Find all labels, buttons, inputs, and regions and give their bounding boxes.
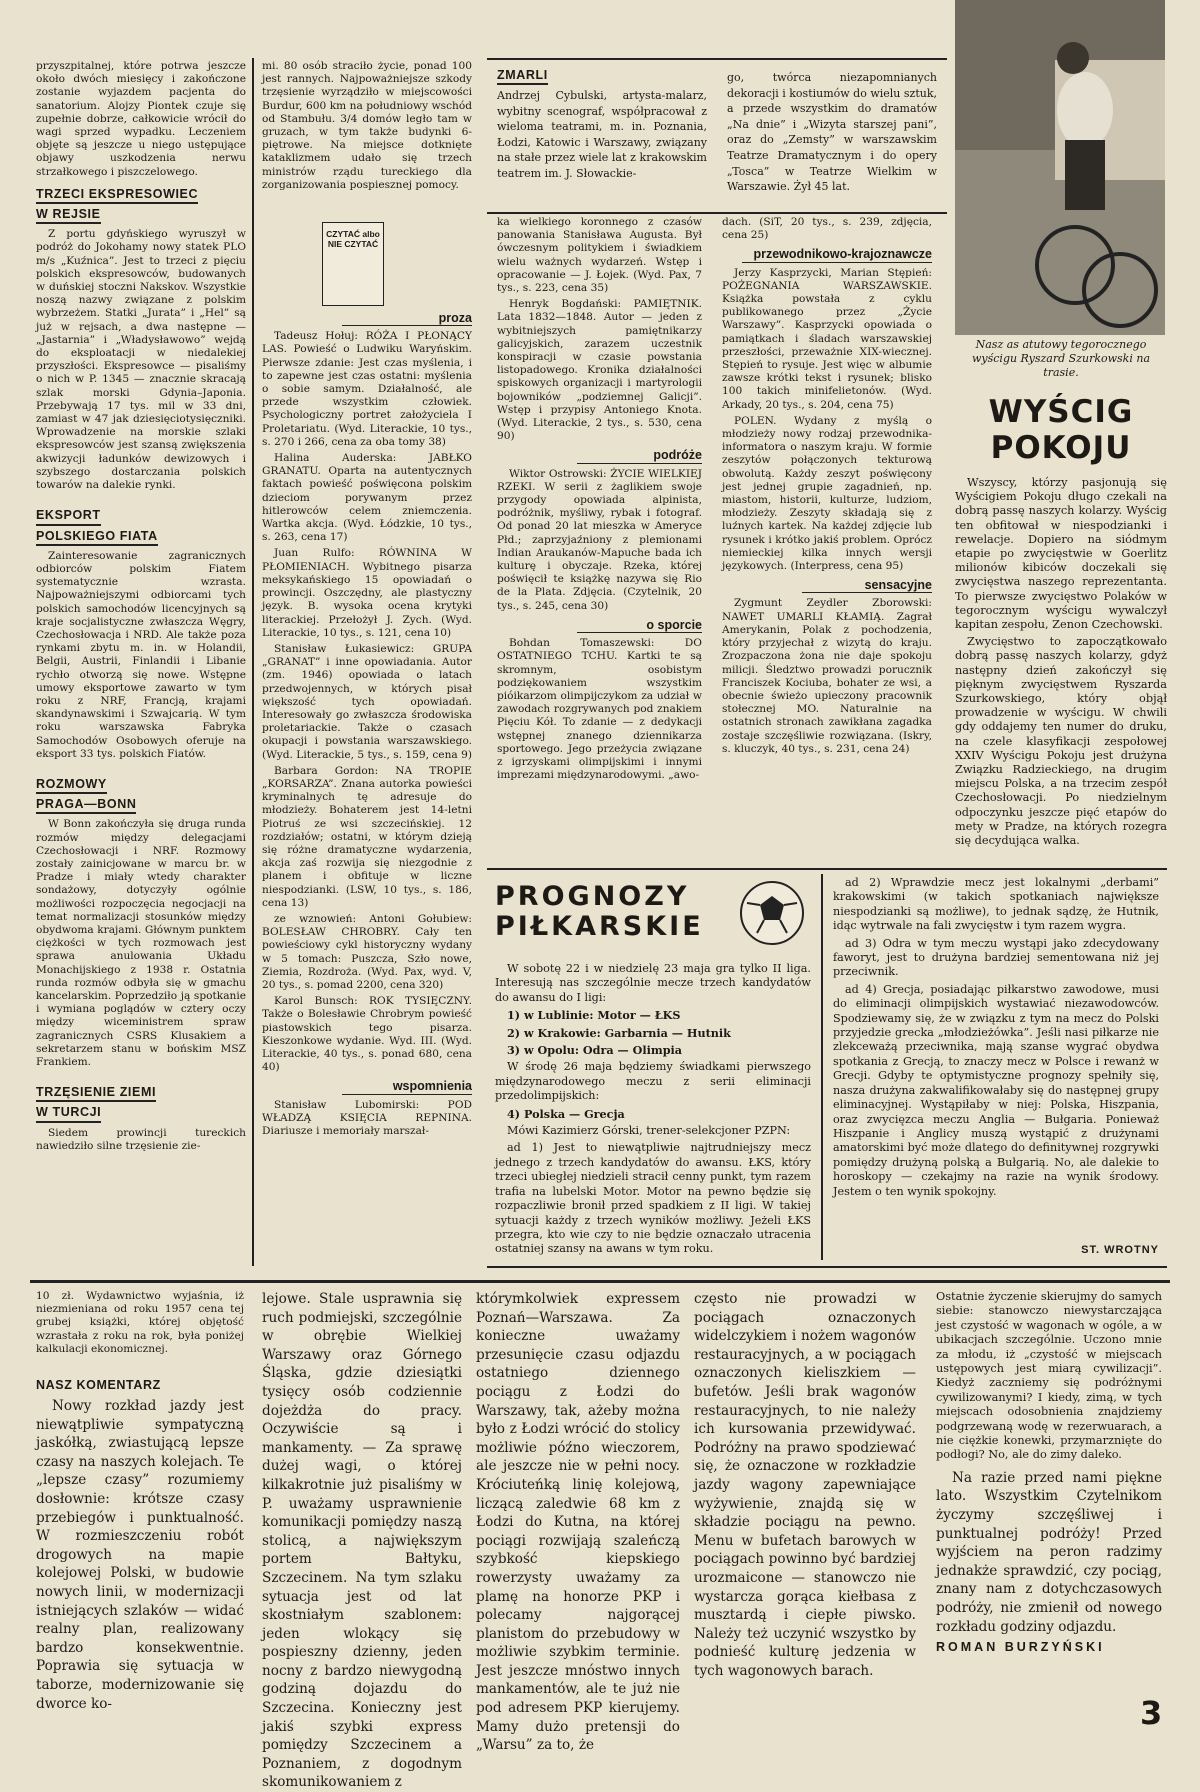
article-subheading: W REJSIE: [36, 208, 101, 224]
section-divider: [30, 1280, 1170, 1283]
komentarz-heading: NASZ KOMENTARZ: [36, 1378, 161, 1393]
football-icon: [737, 878, 807, 948]
match-item: 1) w Lublinie: Motor — ŁKS: [507, 1008, 681, 1023]
komentarz-text: [36, 1397, 244, 1713]
article-body: W Bonn zakończyła się druga runda rozmów między delegacjami Czechosłowacji i NRF. Rozmowy zostały zainicjowane w marcu br. w Pradze i miały wtedy charakter sondażowy, dotyczyły ogólnie możliwości rozpoczęcia negocjacji na temat normalizacji stosunków między obydwoma krajami. Głównym punktem ciężkości w tych rozmowach jest sprawa anulowania Układu Monachijskiego z 1938 r. Ostatnia runda rozmów odbyła się w gmachu kancelarskim. Poprzedziło ją spotkanie i wymiana poglądów w cztery oczy między wiceministrem spraw zagranicznych CSRS Klusakiem a sekretarzem stanu w bońskim MSZ Frankiem.: [36, 818, 246, 1069]
komentarz-paragraph: lejowe. Stale usprawnia się ruch podmiejski, szczególnie w obrębie Wielkiej Warszawy oraz Górnego Śląska, gdzie dziesiątki tysięcy osób codziennie dojeżdża do pracy. Oczywiście są i mankamenty. — Za sprawę dużej wagi, o której kilkakrotnie już pisaliśmy w P. uważamy usprawnienie komunikacji pomiędzy naszą stolicą, a największym portem Bałtyku, Szczecinem. Na tym szlaku sytuacja jest od lat skostniałym szablonem: jeden wlokący się pospieszny dzienny, jeden nocny z bardzo niewygodną godziną dojazdu do Szczecina. Konieczny jest jakiś szybki express pomiędzy Szczecinem a Poznaniem, z dogodnym skomunikowaniem z: [262, 1291, 462, 1791]
books-logo: [322, 222, 384, 306]
prognozy-divider: [821, 874, 823, 1260]
komentarz-pre: 10 zł. Wydawnictwo wyjaśnia, iż niezmieniana od roku 1957 cena tej grubej książki, której objętość wzrastała z roku na rok, była poniżej kalkulacji ekonomicznej.: [36, 1290, 244, 1355]
column-4: [722, 216, 932, 866]
prognozy-paragraph: W środę 26 maja będziemy świadkami pierwszego międzynarodowego meczu z serii eliminacji przedolimpijskich:: [495, 1060, 811, 1103]
book-review: Bohdan Tomaszewski: DO OSTATNIEGO TCHU. Kartki te są skromnym, osobistym podziękowaniem wszystkim pióikarzom olimpijczykom za udział w zawodach rozgrywanych pod znakiem Pięciu Kół. To zdanie — z dedykacji wstępnej znanego dziennikarza sportowego. Jego przeżycia związane z igrzyskami olimpijskimi i innymi imprezami międzynarodowymi. „awo-: [497, 637, 702, 782]
prognozy-box: [487, 868, 1167, 1268]
wyscig-text: [955, 476, 1167, 848]
book-review: Zygmunt Zeydler Zborowski: NAWET UMARLI KŁAMIĄ. Zagrał Amerykanin, Polak z pochodzenia, który przyjechał z wizytą do kraju. Zrozpaczona żona nie daje spokoju milicji. Śledztwo prowadzi porucznik Franciszek Kociuba, bohater ze wsi, a obecnie świeżo upieczony pracownik stołecznej MO. Naturalnie na ostatnich stronach zawikłana zagadka zostaje szczęśliwie rozwiązana. (Iskry, s. kluczyk, 40 tys., s. 231, cena 24): [722, 597, 932, 755]
book-review: Juan Rulfo: RÓWNINA W PŁOMIENIACH. Wybitnego pisarza meksykańskiego 15 opowiadań o prowincji. Oszczędny, ale plastyczny język. B. wysoka ocena krytyki literackiej. Przełożył J. Zych. (Wyd. Literackie, 10 tys., s. 121, cena 10): [262, 547, 472, 639]
komentarz-paragraph: którymkolwiek expressem Poznań—Warszawa. Za konieczne uważamy przesunięcie czasu odjazdu ostatniego dziennego pociągu z Łodzi do Warszawy, tak, ażeby można było z Łodzi wrócić do stolicy możliwie późno wieczorem, ale jeszcze nie w pełni nocy. Króciuteńką linię kolejową, liczącą zaledwie 68 km z Łodzi do Kutna, na której pociągi rozwijają szaleńczą szybkość kiepskiego rowerzysty uważamy za plamę na honorze PKP i polecamy najgorącej planistom do przebudowy w możliwie szybkim terminie. Jest jeszcze mnóstwo innych mankamentów, ale te już nie pod adresem PKP kierujemy. Mamy dużo pretensji do „Warsu” za to, że: [476, 1291, 680, 1754]
book-review: Stanisław Łukasiewicz: GRUPA „GRANAT” i inne opowiadania. Autor (zm. 1946) opowiada o latach przedwojennych, w których pisał większość tych opowiadań. Interesowały go zwłaszcza środowiska proletariackie. Także o czasach okupacji i powstania warszawskiego. (Wyd. Literackie, 5 tys., s. 159, cena 9): [262, 642, 472, 761]
article-heading: TRZĘSIENIE ZIEMI: [36, 1086, 156, 1102]
match-item: 2) w Krakowie: Garbarnia — Hutnik: [507, 1025, 731, 1040]
komentarz-col-5: [936, 1290, 1162, 1730]
book-review: Henryk Bogdański: PAMIĘTNIK. Lata 1832—1848. Autor — jeden z wybitniejszych pamiętnikarzy galicyjskich, zarazem uczestnik konspiracji w czasie powstania listopadowego. Kronika działalności spiskowych organizacji i martyrologii bojowników „podziemnej Galicji”. Wstęp i przypisy Antoniego Knota. (Wyd. Literackie, 2 tys., s. 530, cena 90): [497, 298, 702, 443]
match-item: 4) Polska — Grecja: [507, 1106, 625, 1121]
wyscig-paragraph: Wszyscy, którzy pasjonują się Wyścigiem Pokoju długo czekali na dobrą passę naszych kolarzy. Wyścig ten obfitował w niespodzianki i rewelacje. Dopiero na siódmym etapie po zwycięstwie w Goerlitz milionów kibiców doczekali się zwycięstwa naszego reprezentanta. To pierwsze zwycięstwo Polaków w tegorocznym wyścigu wywalczył kapitan zespołu, Zenon Czechowski.: [955, 476, 1167, 632]
komentarz-col-1: [36, 1290, 244, 1730]
obituary-box: [487, 58, 947, 214]
book-review: Jerzy Kasprzycki, Marian Stępień: POŻEGNANIA WARSZAWSKIE. Książka powstała z cyklu publikowanego przez „Życie Warszawy”. Kasprzycki opowiada o pamiątkach i śladach warszawskiej przeszłości, przeważnie XIX-wiecznej. Stępień to rysuje. Jest więc w albumie zawsze krótki tekst i rysunek; blisko 100 takich minifelietonów. (Wyd. Arkady, 20 tys., s. 204, cena 75): [722, 266, 932, 411]
book-review: Karol Bunsch: ROK TYSIĘCZNY. Także o Bolesławie Chrobrym powieść piastowskich tego pisarza. Kieszonkowe wydanie. Wyd. III. (Wyd. Literackie, 40 tys., s. ponad 680, cena 40): [262, 995, 472, 1074]
article-heading: TRZECI EKSPRESOWIEC: [36, 188, 198, 204]
section-label: wspomnienia: [342, 1080, 472, 1094]
books-logo-text: CZYTAĆ albo NIE CZYTAĆ: [326, 229, 380, 250]
column-1: [36, 60, 246, 1250]
obituary-text-1: Andrzej Cybulski, artysta-malarz, wybitny scenograf, współpracował z wieloma teatrami, m. in. Poznania, Łodzi, Katowic i Warszawy, związany na stałe przez wiele lat z krakowskim teatrem im. J. Słowackie-: [497, 89, 707, 180]
section-label: sensacyjne: [802, 579, 932, 593]
komentarz-paragraph: Na razie przed nami piękne lato. Wszystkim Czytelnikom życzymy szczęśliwej i punktualnej podróży! Przed wyjściem na peron radzimy jednakże sprawdzić, czy pociąg, znany nam z dotychczasowych podróży, nie zmienił od nowego rozkładu godziny odjazdu.: [936, 1469, 1162, 1635]
article-heading: ROZMOWY: [36, 778, 107, 794]
wyscig-paragraph: Zwycięstwo to zapoczątkowało dobrą passę naszych kolarzy, gdyż następny dzień zakończył się pięknym zwycięstwem Ryszarda Szurkowskiego, który objął prowadzenie w wyścigu. W chwili gdy oddajemy ten numer do druku, na czele klasyfikacji zespołowej XXIV Wyścigu Pokoju jest drużyna Związku Radzieckiego, na drugim miejscu Polska, a na trzecim zespół Czechosłowacji. Po niedzielnym odpoczynku jeszcze pięć etapów do mety w Pradze, na których rozegra się decydująca walka.: [955, 635, 1167, 848]
komentarz-col-2: [262, 1290, 462, 1791]
section-label: przewodnikowo-krajoznawcze: [742, 248, 932, 262]
article-subheading: W TURCJI: [36, 1106, 101, 1122]
book-review: Halina Auderska: JABŁKO GRANATU. Oparta na autentycznych faktach powieść poświęcona polskim dzieciom porywanym przez hitlerowców celem zniemczenia. Wartka akcja. (Wyd. Łódzkie, 10 tys., s. 263, cena 17): [262, 452, 472, 544]
wyscig-column: [955, 338, 1167, 858]
match-item: 3) w Opolu: Odra — Olimpia: [507, 1043, 683, 1058]
wyscig-title: WYŚCIG POKOJU: [988, 394, 1134, 466]
book-review: Barbara Gordon: NA TROPIE „KORSARZA”. Znana autorka powieści kryminalnych tę adresuje do młodzieży. Bohaterem jest 14-letni Piotruś ze wsi szczecińskiej. 12 rozdziałów; ostatni, w którym dzieją się różne dramatyczne wydarzenia, akcja zaś rozwija się niezgodnie z planem i obfituje w liczne niespodzianki. (LSW, 10 tys., s. 186, cena 13): [262, 764, 472, 909]
article-body: Zainteresowanie zagranicznych odbiorców polskim Fiatem systematycznie wzrasta. Najpoważniejszymi odbiorcami tych polskich samochodów licencyjnych są kraje socjalistyczne zwłaszcza Węgry, Czechosłowacja i NRD. Ale także poza rynkami zbytu m. in. w Holandii, Belgii, Austrii, Finlandii i Libanie rychło otworzą się nowe. Wstępne umowy eksportowe zawarto w tym roku z NRF, Francją, krajami skandynawskimi i Szwajcarią. W tym roku warszawska Fabryka Samochodów Osobowych oferuje na eksport 33 tys. polskich Fiatów.: [36, 549, 246, 760]
prognozy-title-line1: PROGNOZY: [495, 881, 690, 912]
komentarz-paragraph: często nie prowadzi w pociągach oznaczonych widelczykiem i nożem wagonów restauracyjnych, a w pociągach oznaczonych kieliszkiem — bufetów. Jeśli brak wagonów restauracyjnych, to nie należy ich kursowania przewidywać. Podróżny na prawo spodziewać się, że oznaczone w rozkładzie jazdy wagony zapewniające wyżywienie, znajdą się w składzie pociągu na pewno. Menu w bufetach barowych w pociągach powinno być bardziej urozmaicone — stanowczo nie wystarcza gorąca kiełbasa z musztardą i ciepłe piwsko. Należy też uczynić wszystko by podnieść kulturę jedzenia w tych wagonowych barach.: [694, 1291, 916, 1679]
article-body: Siedem prowincji tureckich nawiedziło silne trzęsienie zie-: [36, 1126, 246, 1152]
section-label: podróże: [577, 449, 702, 463]
prognozy-intro: W sobotę 22 i w niedzielę 23 maja gra tylko II liga. Interesują nas szczególnie mecze trzech kandydatów do awansu do I ligi:: [495, 962, 811, 1004]
article-subheading: POLSKIEGO FIATA: [36, 530, 158, 546]
komentarz-col-4: [694, 1290, 916, 1730]
article-continuation: przyszpitalnej, które potrwa jeszcze około dwóch miesięcy i zakończone zostanie wyjazdem pacjenta do sanatorium. Alojzy Piontek czuje się zupełnie dobrze, całkowicie wrócił do wagi sprzed wypadku. Leczeniem objęte są jeszcze u niego ustępujące objawy uszkodzenia nerwu strzałkowego i piszczelowego.: [36, 60, 246, 178]
book-review: Stanisław Lubomirski: POD WŁADZĄ KSIĘCIA REPNINA. Diariusze i memoriały marszał-: [262, 1098, 472, 1138]
book-review: ka wielkiego koronnego z czasów panowania Stanisława Augusta. Był ówczesnym politykiem i świadkiem wielu ważnych wydarzeń. Wstęp i opracowanie — J. Łojek. (Wyd. Pax, 7 tys., s. 223, cena 35): [497, 216, 702, 295]
article-body: mi. 80 osób straciło życie, ponad 100 jest rannych. Najpoważniejsze szkody trzęsienie wyrządziło w miejscowości Burdur, 600 km na południowy wschód od Stambułu. 3/4 domów legło tam w gruzach, w tym także budynki 6-piętrowe. Na miejsce dotknięte kataklizmem udało się trzech ministrów rządu tureckiego dla zorganizowania pospiesznej pomocy.: [262, 60, 472, 191]
photo-caption: Nasz as atutowy tegorocznego wyścigu Ryszard Szurkowski na trasie.: [971, 338, 1151, 379]
komentarz-end-small: Ostatnie życzenie skierujmy do samych siebie: stanowczo niewystarczająca jest czystość w wagonach w ogóle, a w ubikacjach szczególnie. Uczono mnie za młodu, iż „czystość w miejscach ustępowych jest miarą cywilizacji”. Kiedyż zaczniemy się podróżnymi cywilizowanymi? I kiedy, zimą, w tych miejscach odosobnienia znajdziemy podgrzewaną wodę w rezerwuarach, a nie ciężkie konewki, przymarznięte do podłogi? No, ale do zimy daleko.: [936, 1290, 1162, 1462]
column-3: [497, 216, 702, 866]
komentarz-paragraph: Nowy rozkład jazdy jest niewątpliwie sympatyczną jaskółką, zwiastującą lepsze czasy na naszych kolejach. Te „lepsze czasy” rozumiemy dosłownie: krótsze czasy przebiegów i punktualność. W rozmieszczeniu robót drogowych na mapie kolejowej Polski, w budowie nowych linii, w modernizacji istniejących szlaków — widać realny plan, realizowany bardzo konsekwentnie. Poprawia się sytuacja w taborze, modernizowanie się dworce ko-: [36, 1398, 244, 1712]
book-review: Tadeusz Hołuj: RÓŻA I PŁONĄCY LAS. Powieść o Ludwiku Waryńskim. Pierwsze zdanie: Jest czas myślenia, i to zapewne jest czas ostatni: myślenia o sobie samym. Działalność, ale przede wszystkim człowiek. Psychologiczny portret założyciela I Proletariatu. (Wyd. Literackie, 10 tys., s. 270 i 266, cena za oba tomy 38): [262, 330, 472, 448]
prognozy-signature: ST. WROTNY: [1081, 1244, 1159, 1256]
prognozy-left: [495, 962, 811, 1262]
prognozy-paragraph: ad 1) Jest to niewątpliwie najtrudniejszy mecz jednego z trzech kandydatów do awansu. ŁKS, który trzeci ubiegłej niedzieli stracił cenny punkt, tym razem trafia na lubelski Motor. Motor na pewno będzie się rozpaczliwie bronił przed spadkiem z II ligi. W takiej sytuacji każdy z trzech wyników możliwy. Jeżeli ŁKS przegra, kto wie czy to nie będzie oznaczało utracenia ostatniej szansy na awans w tym roku.: [495, 1141, 811, 1256]
article-body: Z portu gdyńskiego wyruszył w podróż do Jokohamy nowy statek PLO m/s „Kuźnica”. Jest to trzeci z pięciu polskich ekspresowców, budowanych w duńskiej stoczni Nakskov. Wszystkie noszą nazwy związane z polskim wybrzeżem. Statki „Jurata” i „Hel” są już w rejsach, a dwa następne — „Jastarnia” i „Władysławowo” wejdą do eksploatacji w niedalekiej przyszłości. Ekspresowce — pisaliśmy o nich w P. 1345 — znacznie skracają szlak morski Gdynia–Japonia. Przebywają 17 tys. mil w 33 dni, zamiast w 47 jak dziesięciotysięczniki. Wprowadzenie na morskie szlaki ekspresowców jest szansą zwiększenia akwizycji ładunków dewizowych i szybszego dostarczania polskich towarów na dalekie rynki.: [36, 228, 246, 492]
komentarz-signature: ROMAN BURZYŃSKI: [936, 1640, 1105, 1655]
komentarz-col-3: [476, 1290, 680, 1754]
prognozy-paragraph: ad 4) Grecja, posiadając piłkarstwo zawodowe, musi do eliminacji olimpijskich wystawiać niezawodowców. Spodziewamy się, że w związku z tym na mecz do Polski przyjedzie grecka „młodzieżówka”. Jeśli nasi piłkarze nie zlekceważą przeciwnika, mają szanse wygrać obydwa spotkania z Grecją, to znaczy mecz w Polsce i rewanż w Grecji. Gdyby te optymistyczne prognozy spełniły się, nasza drużyna zakwalifikowałaby się do następnej grupy eliminacyjnej. Wystąpiłaby w niej: Polska, Hiszpania, oraz zwycięzca meczu Anglia — Bułgaria. Ponieważ Hiszpanie i Anglicy muszą wystąpić z drużynami amatorskimi być może dlatego do definitywnej rozgrywki pomiędzy drużyną polską a Bułgarią. No, ale dalekie to horoskopy — czekajmy na razie na wynik środowy. Jestem o ten wynik spokojny.: [833, 982, 1159, 1198]
obituary-text-2: go, twórca niezapomnianych dekoracji i kostiumów do wielu sztuk, a przede wszystkim do dramatów „Na dnie” i „Wizyta starszej pani”, oraz do „Zemsty” w warszawskim Teatrze Dramatycznym i do opery „Tosca” w Teatrze Wielkim w Warszawie. Żył 45 lat.: [727, 71, 937, 194]
article-subheading: PRAGA—BONN: [36, 798, 136, 814]
cyclist-photo: [955, 0, 1165, 335]
cyclist-illustration: [955, 0, 1165, 335]
article-heading: EKSPORT: [36, 509, 101, 525]
prognozy-paragraph: Mówi Kazimierz Górski, trener-selekcjoner PZPN:: [507, 1124, 791, 1138]
komentarz-end: [936, 1469, 1162, 1636]
section-label: proza: [342, 312, 472, 326]
column-divider: [252, 58, 254, 1266]
page-number: 3: [1140, 1694, 1163, 1732]
book-review: POLEN. Wydany z myślą o młodzieży nowy rodzaj przewodnika-informatora o naszym kraju. W formie zeszytów połączonych tekturową obwolutą. Każdy zeszyt poświęcony jest jednej grupie zagadnień, np. miastom, historii, kulturze, ludziom, młodzieży. Zeszyty składają się z luźnych kartek. Na każdej zdjęcie lub rysunek i krótko jakiś problem. Oprócz niemieckiej kilka innych wersji językowych. (Interpress, cena 95): [722, 414, 932, 573]
obituary-heading: ZMARLI: [497, 68, 548, 85]
book-review: dach. (SiT, 20 tys., s. 239, zdjęcia, cena 25): [722, 216, 932, 242]
prognozy-paragraph: ad 2) Wprawdzie mecz jest lokalnymi „derbami” krakowskimi (w takich spotkaniach największe niespodzianki są możliwe), to jednak sądzę, że Hutnik, idąc wytrwale na fali zwycięstw i tym razem wygra.: [833, 876, 1159, 933]
column-2: [262, 60, 472, 1270]
book-review: Wiktor Ostrowski: ŻYCIE WIELKIEJ RZEKI. W serii z żaglikiem swoje przygody opowiada alpinista, podróżnik, myśliwy, rybak i fotograf. Od ponad 20 lat mieszka w Ameryce Płd.; zaprzyjaźniony z plemionami Indian Araukanów-Mapuche bada ich kulturę i obyczaje. Rzeka, której poświęcił te książkę nazywa się Rio de la Plata. Zdjęcia. (Czytelnik, 20 tys., s. 245, cena 30): [497, 467, 702, 612]
prognozy-right: [833, 876, 1159, 1244]
section-label: o sporcie: [577, 619, 702, 633]
prognozy-paragraph: ad 3) Odra w tym meczu wystąpi jako zdecydowany faworyt, jest to drużyna bardziej sementowana niż jej przeciwnik.: [833, 936, 1159, 979]
prognozy-title-line2: PIŁKARSKIE: [495, 911, 704, 942]
book-review: ze wznowień: Antoni Gołubiew: BOLESŁAW CHROBRY. Cały ten powieściowy cykl historyczny wydany w 5 tomach: Puszcza, Szło nowe, Ziemia, Rozdroża. (Wyd. Pax, wyd. V, 20 tys., s. pomad 2200, cena 320): [262, 912, 472, 991]
